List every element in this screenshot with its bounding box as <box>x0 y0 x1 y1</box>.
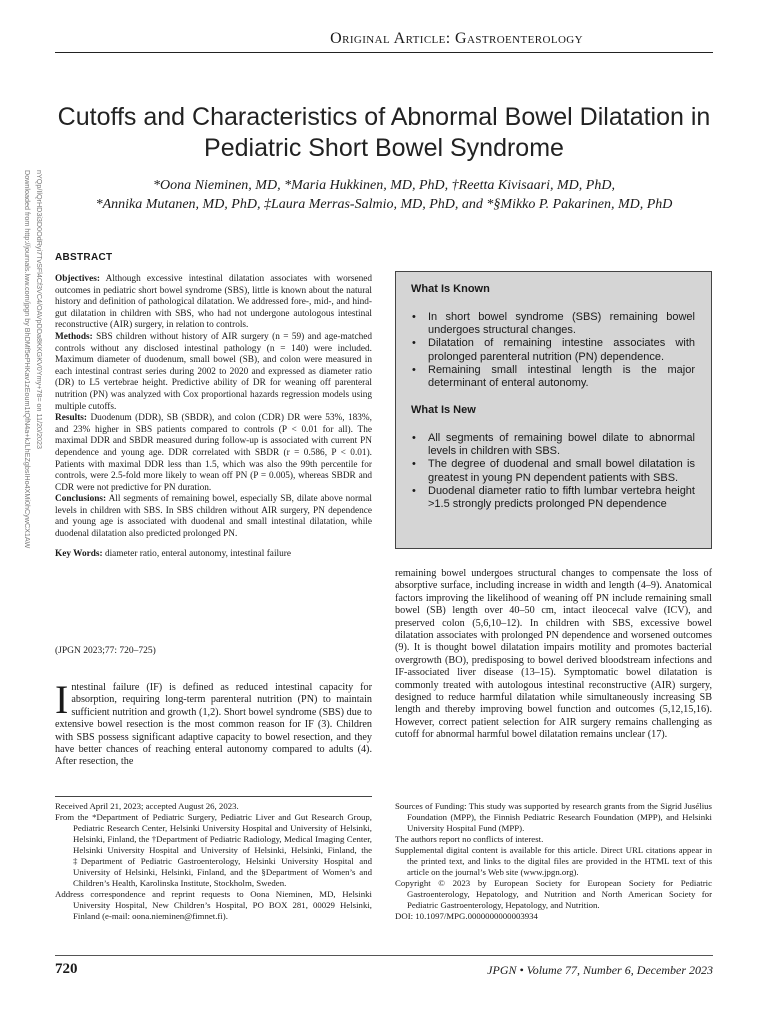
author-line-1: *Oona Nieminen, MD, *Maria Hukkinen, MD, PhD, †Reetta Kivisaari, MD, PhD, <box>153 178 615 193</box>
known-item: • Dilatation of remaining intestine associates with prolonged parenteral nutrition (PN) dependence. <box>410 337 695 363</box>
download-watermark-line-1: Downloaded from http://journals.lww.com/jpgn by BhDMf5ePHKav1zEoum1tQfN4a+kJLhEZgbsIHo4XMi0hCywCX1AW <box>23 170 32 549</box>
known-item: • Remaining small intestinal length is the major determinant of enteral autonomy. <box>410 364 695 390</box>
body-text-right-column: remaining bowel undergoes structural changes to compensate the loss of absorptive surface, including increase in width and length (4–9). Anatomical factors improving the likelihood of weaning off PN include remaining small bowel (SB) length over 40–50 cm, intact ileocecal valve (ICV), and preserved colon (5,6,10–12). In children with SBS, excessive bowel dilatation associates with prolonged PN dependence and worsened outcomes (9). It is thought bowel dilatation impairs motility and promotes bacterial overgrowth (BO), predisposing to bowel derived bloodstream infections and IF-associated liver disease (13–15). Symptomatic bowel dilatation is commonly treated with autologous intestinal reconstructive (AIR) surgery, designed to reduce harmful dilatation while simultaneously increasing SB length and thereby improving bowel function and outcomes (5,12,15,16). However, correct patient selection for AIR surgery remains challenging as cutoff for abnormal harmful bowel dilatation remains unclear (17). <box>395 568 712 741</box>
funding-note: Sources of Funding: This study was supported by research grants from the Sigrid Jusélius Foundation (MPP), the Finnish Pediatric Research Foundation (MPP), and Helsinki University Hospital Fund (MPP). <box>395 801 712 833</box>
what-is-new-heading: What Is New <box>411 404 476 416</box>
intro-paragraph <box>55 677 372 769</box>
journal-info: JPGN • Volume 77, Number 6, December 2023 <box>487 963 713 977</box>
what-is-new-list <box>410 432 695 511</box>
footnote-divider <box>55 796 372 797</box>
methods-label: Methods: <box>55 331 93 342</box>
conclusions-label: Conclusions: <box>55 494 107 505</box>
new-item: • All segments of remaining bowel dilate to abnormal levels in children with SBS. <box>410 432 695 458</box>
article-title: Cutoffs and Characteristics of Abnormal Bowel Dilatation in Pediatric Short Bowel Syndrome <box>57 103 711 162</box>
footnotes-left <box>55 801 372 922</box>
received-note: Received April 21, 2023; accepted August 26, 2023. <box>55 801 239 811</box>
section-header <box>55 22 713 53</box>
methods-text: SBS children without history of AIR surgery (n = 59) and age-matched controls without any disclosed intestinal pathology (n = 140) were included. Maximum diameter of duodenum, small bowel (SB), and colon were measured in each intestinal contrast series during 2002 to 2020 and expressed as diameter ratio (DR) to L5 vertebrae height. Predictive ability of DR for weaning off parenteral nutrition (PN) was analyzed with Cox proportional hazards regression models using multiple cutoffs. <box>55 331 372 412</box>
supplemental-note: Supplemental digital content is available for this article. Direct URL citations appear in the printed text, and links to the digital files are provided in the HTML text of this article on the journal’s Web site (www.jpgn.org). <box>395 845 712 877</box>
abstract-heading: ABSTRACT <box>55 252 113 263</box>
affiliations-note: From the *Department of Pediatric Surgery, Pediatric Liver and Gut Research Group, Pediatric Research Center, Helsinki University Hospital and University of Helsinki, Helsinki, Finland, the †Department of Pediatric Radiology, Medical Imaging Center, Helsinki University Hospital and University of Helsinki, Helsinki, Finland, the ‡Department of Pediatric Gastroenterology, Helsinki University Hospital and University of Helsinki, Helsinki, Finland, and the §Department of Women’s and Children’s Health, Karolinska Institute, Stockholm, Sweden. <box>55 812 372 888</box>
doi-note: DOI: 10.1097/MPG.0000000000003934 <box>395 911 538 921</box>
abstract-methods <box>55 332 372 413</box>
known-new-box <box>395 271 712 549</box>
journal-citation: (JPGN 2023;77: 720–725) <box>55 646 156 656</box>
keywords-label: Key Words: <box>55 548 103 559</box>
footnotes-right <box>395 801 712 922</box>
abstract-objectives <box>55 274 372 332</box>
what-is-known-heading: What Is Known <box>411 283 490 295</box>
section-header-label: Original Article: Gastroenterology <box>330 30 583 47</box>
author-list <box>55 176 713 214</box>
known-item: • In short bowel syndrome (SBS) remaining bowel undergoes structural changes. <box>410 311 695 337</box>
conclusions-text: All segments of remaining bowel, especially SB, dilate above normal levels in children with SBS. In SBS children without AIR surgery, PN dependence and young age is associated with duodenal and small intestinal dilatation, while duodenal dilatation also predicted prolonged PN. <box>55 494 372 540</box>
abstract-body <box>55 274 372 560</box>
results-text: Duodenum (DDR), SB (SBDR), and colon (CDR) DR were 53%, 183%, and 23% higher in SBS patients compared to controls (P < 0.01 for all). The maximal DDR and SBDR measured during follow-up is associated with current PN dependence and young age. DDR correlated with SBDR (r = 0.586, P < 0.01). Patients with maximal DDR less than 1.5, which was also the 99th percentile for controls, were 2.5-fold more likely to wean off PN (P = 0.005), whereas SBDR and CDR were not predictive for PN duration. <box>55 413 372 493</box>
objectives-text: Although excessive intestinal dilatation associates with worsened outcomes in pediatric short bowel syndrome (SBS), little is known about the natural history and definition of pathological dilatation. We addressed fore-, mid-, and hind-gut dilatation in children with SBS, who had not undergone autologous intestinal reconstructive (AIR) surgery, in relation to controls. <box>55 274 373 331</box>
conflicts-note: The authors report no conflicts of interest. <box>395 834 544 844</box>
new-item: • Duodenal diameter ratio to fifth lumbar vertebra height >1.5 strongly predicts prolonged PN dependence <box>410 485 695 511</box>
correspondence-note: Address correspondence and reprint requests to Oona Nieminen, MD, Helsinki University Hospital, New Children’s Hospital, PO BOX 281, 00029 Helsinki, Finland (e-mail: oona.nieminen@fimnet.fi). <box>55 889 372 921</box>
what-is-known-list <box>410 311 695 390</box>
download-watermark-line-2: nYQp/IlQrHD3i3D0OdRyi7TvSFl4Cf3VC4/OAVpDDa8KKGKV0Ymy+78= on 11/20/2023 <box>35 170 44 449</box>
intro-text: ntestinal failure (IF) is defined as reduced intestinal capacity for absorption, requiring long-term parenteral nutrition (PN) to maintain sufficient nutrition and growth (1,2). Short bowel syndrome (SBS) due to extensive bowel resection is the most common reason for IF (3). Children with SBS possess significant adaptive capacity to bowel resection, and they have better chances of reaching enteral autonomy compared to adults (4). After resection, the <box>55 682 372 768</box>
page-number: 720 <box>55 961 78 977</box>
abstract-results <box>55 413 372 494</box>
footer-divider <box>55 955 713 956</box>
keywords-text: diameter ratio, enteral autonomy, intestinal failure <box>104 548 291 559</box>
abstract-conclusions <box>55 494 372 540</box>
copyright-note: Copyright © 2023 by European Society for European Society for Pediatric Gastroenterology, Hepatology, and Nutrition and North American Society for Pediatric Gastroenterology, Hepatology, and Nutrition. <box>395 878 712 910</box>
new-item: • The degree of duodenal and small bowel dilatation is greatest in young PN dependent patients with SBS. <box>410 458 695 484</box>
drop-cap: I <box>55 677 69 722</box>
author-line-2: *Annika Mutanen, MD, PhD, ‡Laura Merras-Salmio, MD, PhD, and *§Mikko P. Pakarinen, MD, PhD <box>95 197 673 212</box>
objectives-label: Objectives: <box>55 274 100 284</box>
abstract-keywords <box>55 549 372 561</box>
results-label: Results: <box>55 413 88 424</box>
